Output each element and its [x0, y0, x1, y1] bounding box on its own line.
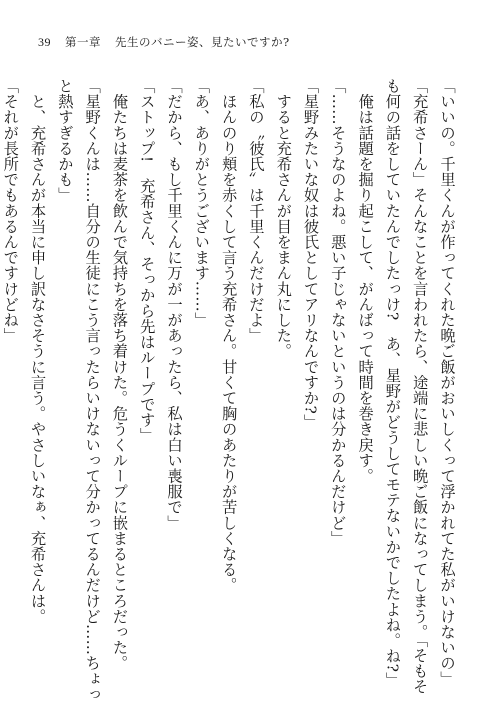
text-line: ほんのり頬を赤くして言う充希さん。甘くて胸のあたりが苦しくなる。: [219, 78, 238, 593]
text-line: 「……そうなのよね。悪い子じゃないというのは分かるんだけど」: [328, 78, 347, 546]
text-line: 「星野くんは……自分の生徒にこう言ったらいけないって分かってるんだけど……ちょっ: [83, 78, 102, 702]
text-line: 「私の〝彼氏〟は千里くんだけだよ」: [246, 78, 265, 344]
text-line: すると充希さんが目をまん丸にした。: [274, 78, 293, 359]
text-line: 「ストップ! 充希さん、そっから先はループです」: [137, 78, 156, 444]
text-line: 「充希さーん」そんなことを言われたら、途端に悲しい晩ご飯になってしまう。「そもそ: [410, 78, 429, 695]
page-number: 39: [38, 35, 51, 49]
chapter-label: 第一章: [65, 35, 101, 49]
chapter-title: 先生のバニー姿、見たいですか?: [115, 35, 290, 49]
text-line: 「星野みたいな奴は彼氏としてアリなんですか?」: [301, 78, 320, 430]
text-line: と、充希さんが本当に申し訳なさそうに言う。やさしいなぁ、充希さんは。: [28, 78, 47, 624]
text-line: 俺は話題を掘り起こして、がんばって時間を巻き戻す。: [356, 78, 375, 484]
text-line: 「それが長所でもあるんですけどね」: [1, 78, 20, 344]
body-text: [1, 78, 460, 702]
text-line: 「だから、もし千里くんに万が一があったら、私は白い喪服で」: [165, 78, 184, 531]
text-line: 俺たちは麦茶を飲んで気持ちを落ち着けた。危うくループに嵌まるところだった。: [110, 78, 129, 671]
text-line: も何の話をしていたんでしたっけ? あ、星野がどうしてモテないかでしたよね。ね?」: [383, 78, 402, 688]
text-line: 「いいの。千里くんが作ってくれた晩ご飯がおいしくって浮かれてた私がいけないの」: [438, 78, 456, 687]
running-head: [38, 34, 290, 50]
text-line: 「あ、ありがとうございます……」: [192, 78, 211, 328]
text-line: と熱すぎるかも」: [55, 78, 74, 203]
